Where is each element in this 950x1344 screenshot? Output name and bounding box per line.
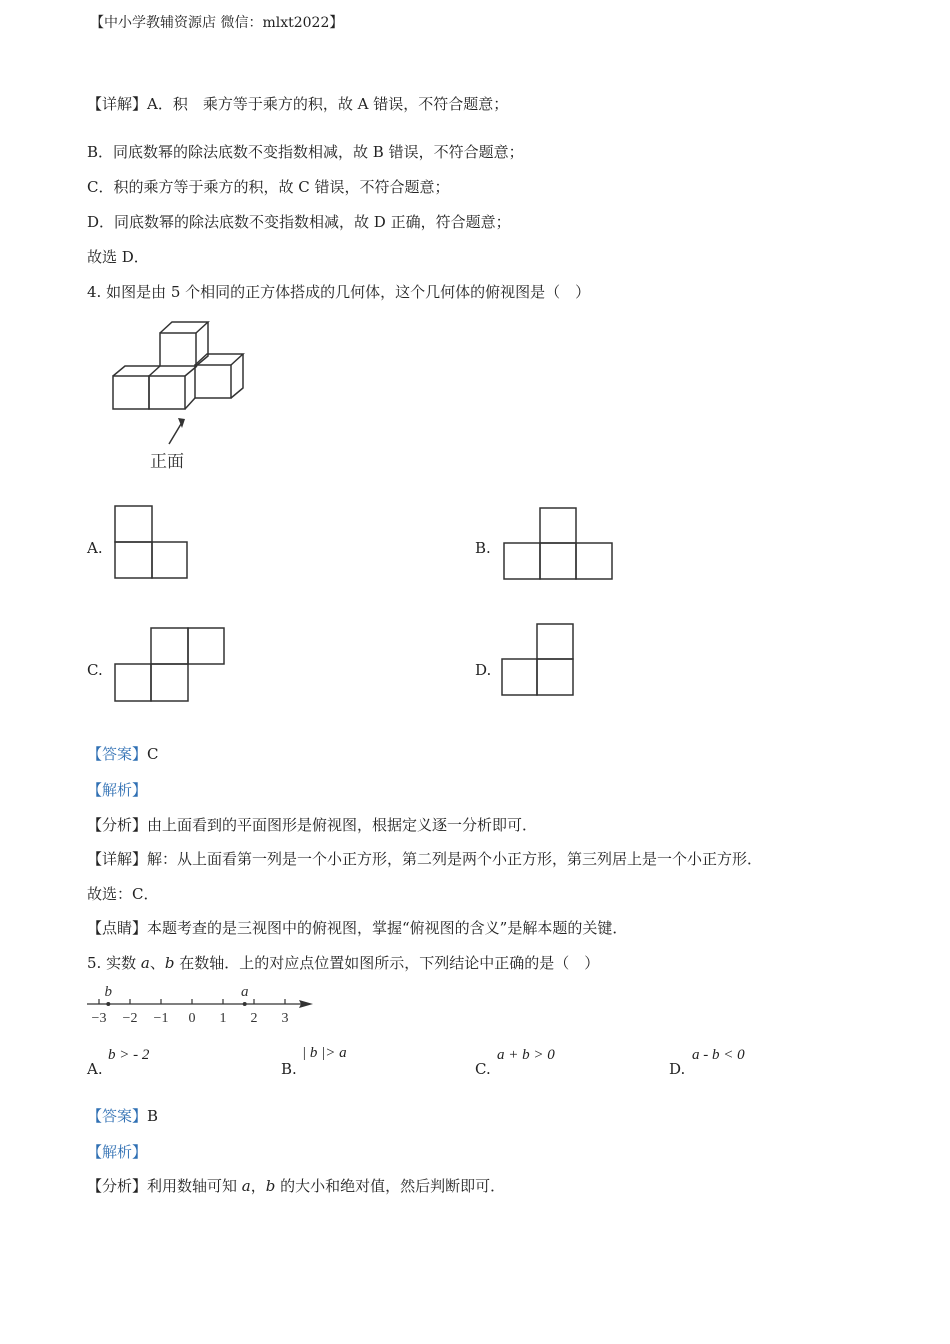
q5-answer <box>87 1106 158 1126</box>
q5-option-d-label: D. <box>669 1060 686 1078</box>
tick-label: 0 <box>188 1011 196 1026</box>
q5-option-c-expr: a + b > 0 <box>497 1047 555 1063</box>
answer-value: C <box>147 745 159 763</box>
dianjing-text: 本题考查的是三视图中的俯视图，掌握“俯视图的含义”是解本题的关键． <box>147 919 628 937</box>
tick-label: 1 <box>219 1011 227 1026</box>
q4-option-a-label: A. <box>87 539 103 557</box>
fenxi-tag: 【分析】 <box>87 816 148 834</box>
q3-detail-b: B．同底数幂的除法底数不变指数相减，故 B 错误，不符合题意； <box>87 143 524 161</box>
q3-conclusion: 故选 D． <box>87 248 149 266</box>
q5-stem <box>87 953 599 973</box>
q4-answer <box>87 744 159 764</box>
q5-option-b-label: B. <box>281 1060 297 1078</box>
q5-option-a-label: A. <box>87 1060 103 1078</box>
xiangjie-text: 解：从上面看第一列是一个小正方形，第二列是两个小正方形，第三列居上是一个小正方形． <box>147 850 763 868</box>
fenxi-tag: 【分析】 <box>87 1177 148 1195</box>
q4-option-c-figure <box>113 626 233 706</box>
front-view-label: 正面 <box>150 452 184 471</box>
dianjing-tag: 【点睛】 <box>87 919 148 937</box>
tick-label: 2 <box>250 1011 258 1026</box>
q4-option-a-figure <box>113 505 193 585</box>
tick-label: 3 <box>281 1011 289 1026</box>
q4-conclusion: 故选：C． <box>87 885 159 903</box>
number-line-points <box>105 984 249 1006</box>
q5-option-b-expr: | b |> a <box>302 1045 347 1061</box>
q5-stem-number: 5. 实数 <box>87 954 141 972</box>
number-line-ticks <box>92 999 289 1026</box>
q4-dianjing <box>87 918 627 938</box>
point-b-label: b <box>104 984 113 1000</box>
point-a-dot <box>243 1002 247 1006</box>
tick-label: −2 <box>122 1011 138 1026</box>
q4-analysis-tag: 【解析】 <box>87 781 148 799</box>
tick-label: −3 <box>91 1011 107 1026</box>
fenxi-text: 由上面看到的平面图形是俯视图，根据定义逐一分析即可． <box>147 816 538 834</box>
fenxi-text-post: 的大小和绝对值，然后判断即可． <box>275 1177 506 1195</box>
answer-value: B <box>147 1107 159 1125</box>
q5-stem-rest: 在数轴．上的对应点位置如图所示，下列结论中正确的是（ ） <box>174 954 600 972</box>
q5-fenxi <box>87 1176 505 1196</box>
q4-stem: 4. 如图是由 5 个相同的正方体搭成的几何体，这个几何体的俯视图是（ ） <box>87 283 591 301</box>
q4-option-b-figure <box>502 507 617 587</box>
header-banner: 【中小学教辅资源店 微信：mlxt2022】 <box>90 15 344 31</box>
q5-analysis-tag: 【解析】 <box>87 1143 148 1161</box>
point-b-dot <box>106 1002 110 1006</box>
q4-cube-figure <box>105 318 255 478</box>
q3-detail-c: C．积的乘方等于乘方的积，故 C 错误，不符合题意； <box>87 178 450 196</box>
fenxi-comma: ， <box>250 1177 266 1195</box>
answer-tag: 【答案】 <box>87 1107 148 1125</box>
q4-option-c-label: C. <box>87 661 103 679</box>
xiangjie-tag: 【详解】 <box>87 850 148 868</box>
var-a: a <box>241 1177 251 1195</box>
q4-option-b-label: B. <box>475 539 491 557</box>
q5-option-a-expr: b > - 2 <box>108 1047 150 1063</box>
q3-detail-d: D．同底数幂的除法底数不变指数相减，故 D 正确，符合题意； <box>87 213 511 231</box>
fenxi-text-pre: 利用数轴可知 <box>147 1177 242 1195</box>
q4-fenxi <box>87 815 537 835</box>
var-a: a <box>140 954 150 972</box>
q5-sep: 、 <box>149 954 165 972</box>
q5-option-d-expr: a - b < 0 <box>692 1047 745 1063</box>
answer-tag: 【答案】 <box>87 745 148 763</box>
var-b: b <box>265 1177 276 1195</box>
q4-xiangjie <box>87 849 762 869</box>
q4-option-d-label: D. <box>475 661 492 679</box>
tick-label: −1 <box>153 1011 169 1026</box>
var-b: b <box>164 954 175 972</box>
q3-detail-a: 【详解】A．积 乘方等于乘方的积，故 A 错误，不符合题意； <box>87 95 509 113</box>
q5-number-line <box>85 985 325 1025</box>
q4-option-d-figure <box>500 622 580 702</box>
q5-option-c-label: C. <box>475 1060 491 1078</box>
point-a-label: a <box>240 984 249 1000</box>
